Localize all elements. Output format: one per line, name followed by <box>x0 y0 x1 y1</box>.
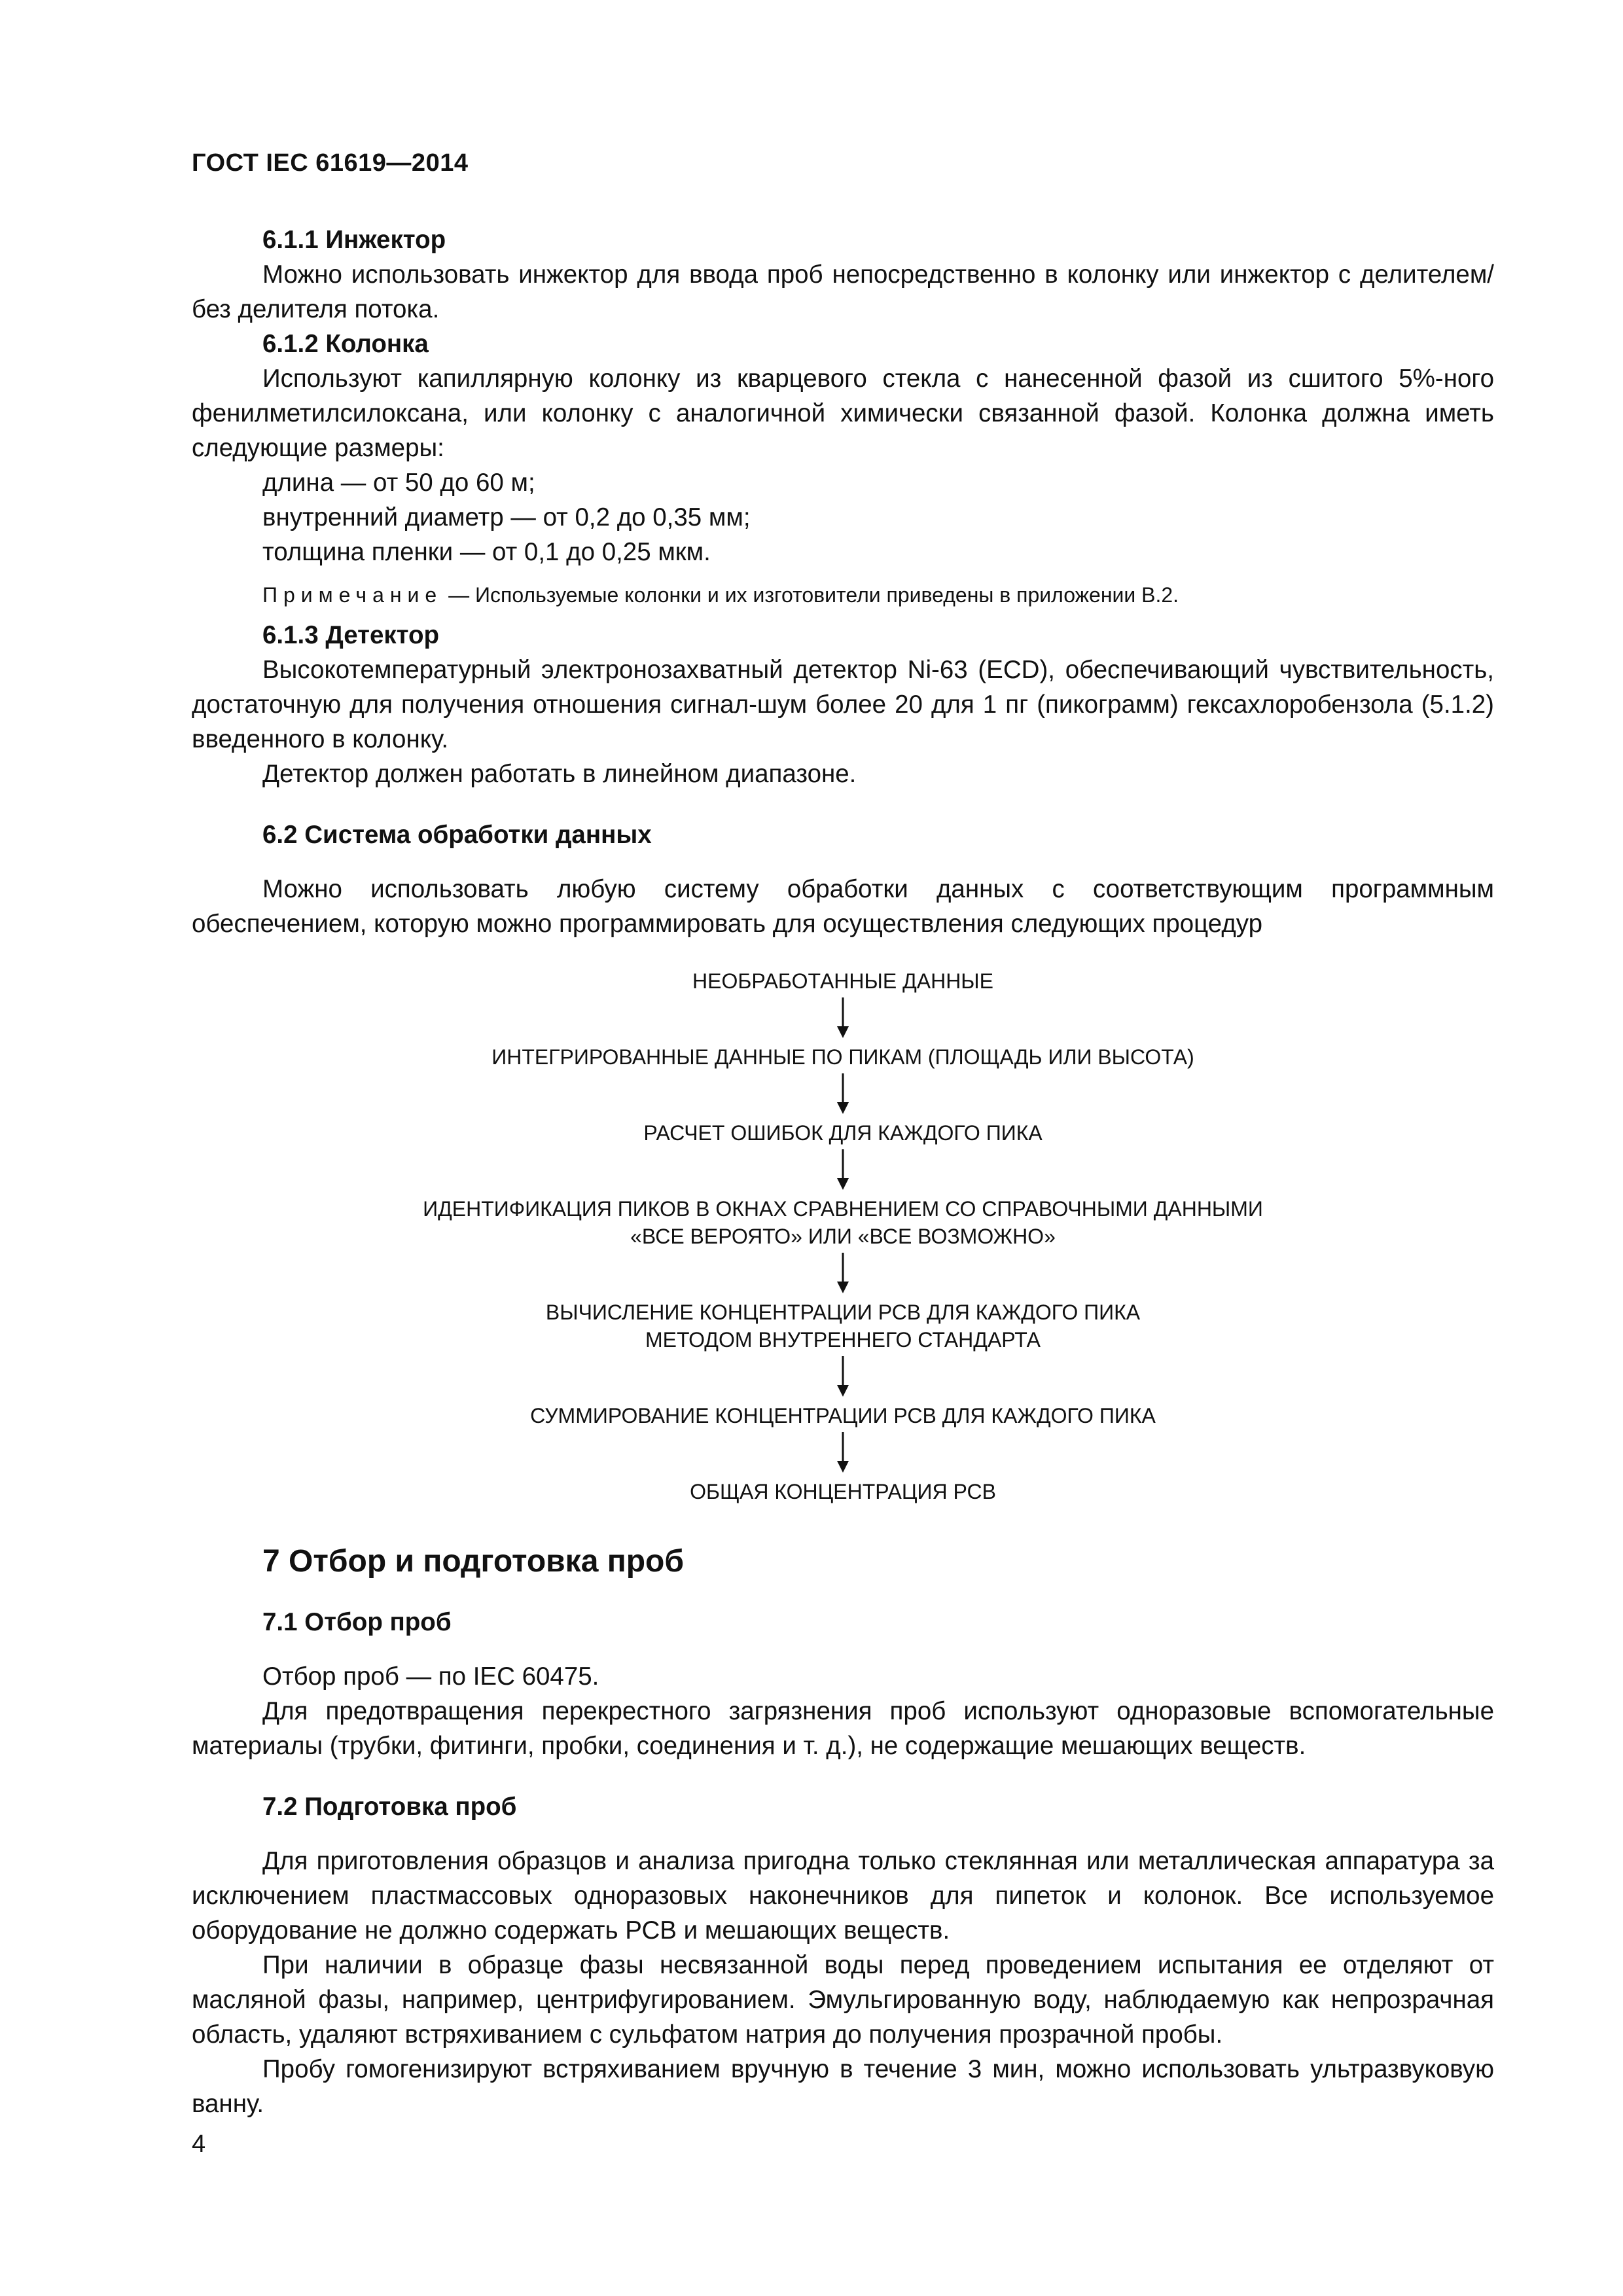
section-7-1-text: Отбор проб — по IEC 60475. <box>262 1662 599 1691</box>
arrow-down-icon <box>830 1355 856 1398</box>
arrow-down-icon <box>830 1072 856 1115</box>
section-6-2-text: Можно использовать любую систему обработки данных с соответствующим программным обеспечением, которую можно программировать для осуществления следующих процедур <box>192 875 1494 938</box>
flow-step-peak-identification: ИДЕНТИФИКАЦИЯ ПИКОВ В ОКНАХ СРАВНЕНИЕМ СО СПРАВОЧНЫМИ ДАННЫМИ «ВСЕ ВЕРОЯТО» ИЛИ «ВСЕ ВОЗМОЖНО» <box>423 1197 1263 1248</box>
note <box>192 580 1494 610</box>
page-number: 4 <box>192 2130 206 2158</box>
flow-step-integrated-data: ИНТЕГРИРОВАННЫЕ ДАННЫЕ ПО ПИКАМ (ПЛОЩАДЬ ИЛИ ВЫСОТА) <box>491 1045 1194 1069</box>
flow-step-raw-data: НЕОБРАБОТАННЫЕ ДАННЫЕ <box>692 969 993 993</box>
section-7-2-text: Для приготовления образцов и анализа пригодна только стеклянная или металлическая аппаратура за исключением пластмассовых одноразовых наконечников для пипеток и колонок. Все используемое оборудование не должно содержать РСВ и мешающих веществ. <box>192 1847 1494 1945</box>
section-6-1-3-title: 6.1.3 Детектор <box>262 621 440 649</box>
section-7-2-text-2: При наличии в образце фазы несвязанной воды перед проведением испытания ее отделяют от масляной фазы, например, центрифугированием. Эмульгированную воду, наблюдаемую как непрозрачная область, удаляют встряхиванием с сульфатом натрия до получения прозрачной пробы. <box>192 1951 1494 2049</box>
flow-step-error-calc: РАСЧЕТ ОШИБОК ДЛЯ КАЖДОГО ПИКА <box>643 1121 1043 1145</box>
column-film-thickness: толщина пленки — от 0,1 до 0,25 мкм. <box>262 538 711 566</box>
section-6-1-3-text: Высокотемпературный электронозахватный детектор Ni-63 (ECD), обеспечивающий чувствительность, достаточную для получения отношения сигнал-шум более 20 для 1 пг (пикограмм) гексахлоробензола (5.1.2) введенного в колонку. <box>192 656 1494 753</box>
section-7-1-title: 7.1 Отбор проб <box>262 1608 452 1636</box>
section-6-1-2-title: 6.1.2 Колонка <box>262 330 429 358</box>
section-7-1-text-2: Для предотвращения перекрестного загрязнения проб используют одноразовые вспомогательные материалы (трубки, фитинги, пробки, соединения и т. д.), не содержащие мешающих веществ. <box>192 1697 1494 1760</box>
flow-step-total-concentration: ОБЩАЯ КОНЦЕНТРАЦИЯ РСВ <box>690 1480 996 1503</box>
arrow-down-icon <box>830 1148 856 1191</box>
note-label: Примечание <box>262 583 443 607</box>
document-header: ГОСТ IEC 61619—2014 <box>192 149 469 177</box>
column-inner-diameter: внутренний диаметр — от 0,2 до 0,35 мм; <box>262 503 751 531</box>
arrow-down-icon <box>830 1251 856 1295</box>
section-6-1-3-text-2: Детектор должен работать в линейном диапазоне. <box>262 760 857 788</box>
flow-step-concentration-calc: ВЫЧИСЛЕНИЕ КОНЦЕНТРАЦИИ РСВ ДЛЯ КАЖДОГО ПИКА МЕТОДОМ ВНУТРЕННЕГО СТАНДАРТА <box>545 1300 1141 1352</box>
flow-step-summation: СУММИРОВАНИЕ КОНЦЕНТРАЦИИ РСВ ДЛЯ КАЖДОГО ПИКА <box>530 1404 1156 1427</box>
section-7-2-text-3: Пробу гомогенизируют встряхиванием вручную в течение 3 мин, можно использовать ультразвуковую ванну. <box>192 2055 1494 2118</box>
flowchart <box>192 967 1494 1505</box>
section-6-1-1-title: 6.1.1 Инжектор <box>262 226 446 254</box>
note-text: — Используемые колонки и их изготовители приведены в приложении В.2. <box>442 583 1179 607</box>
section-6-1-1-text: Можно использовать инжектор для ввода проб непосредственно в колонку или инжектор с делителем/без делителя потока. <box>192 260 1494 323</box>
section-6-1-2-text: Используют капиллярную колонку из кварцевого стекла с нанесенной фазой из сшитого 5%-ного фенилметилсилоксана, или колонку с аналогичной химически связанной фазой. Колонка должна иметь следующие размеры: <box>192 365 1494 462</box>
arrow-down-icon <box>830 996 856 1039</box>
section-7-2-title: 7.2 Подготовка проб <box>262 1793 517 1821</box>
column-length: длина — от 50 до 60 м; <box>262 469 535 497</box>
section-6-2-title: 6.2 Система обработки данных <box>262 821 652 849</box>
arrow-down-icon <box>830 1431 856 1474</box>
document-body <box>192 223 1494 2121</box>
section-7-title: 7 Отбор и подготовка проб <box>262 1544 685 1579</box>
